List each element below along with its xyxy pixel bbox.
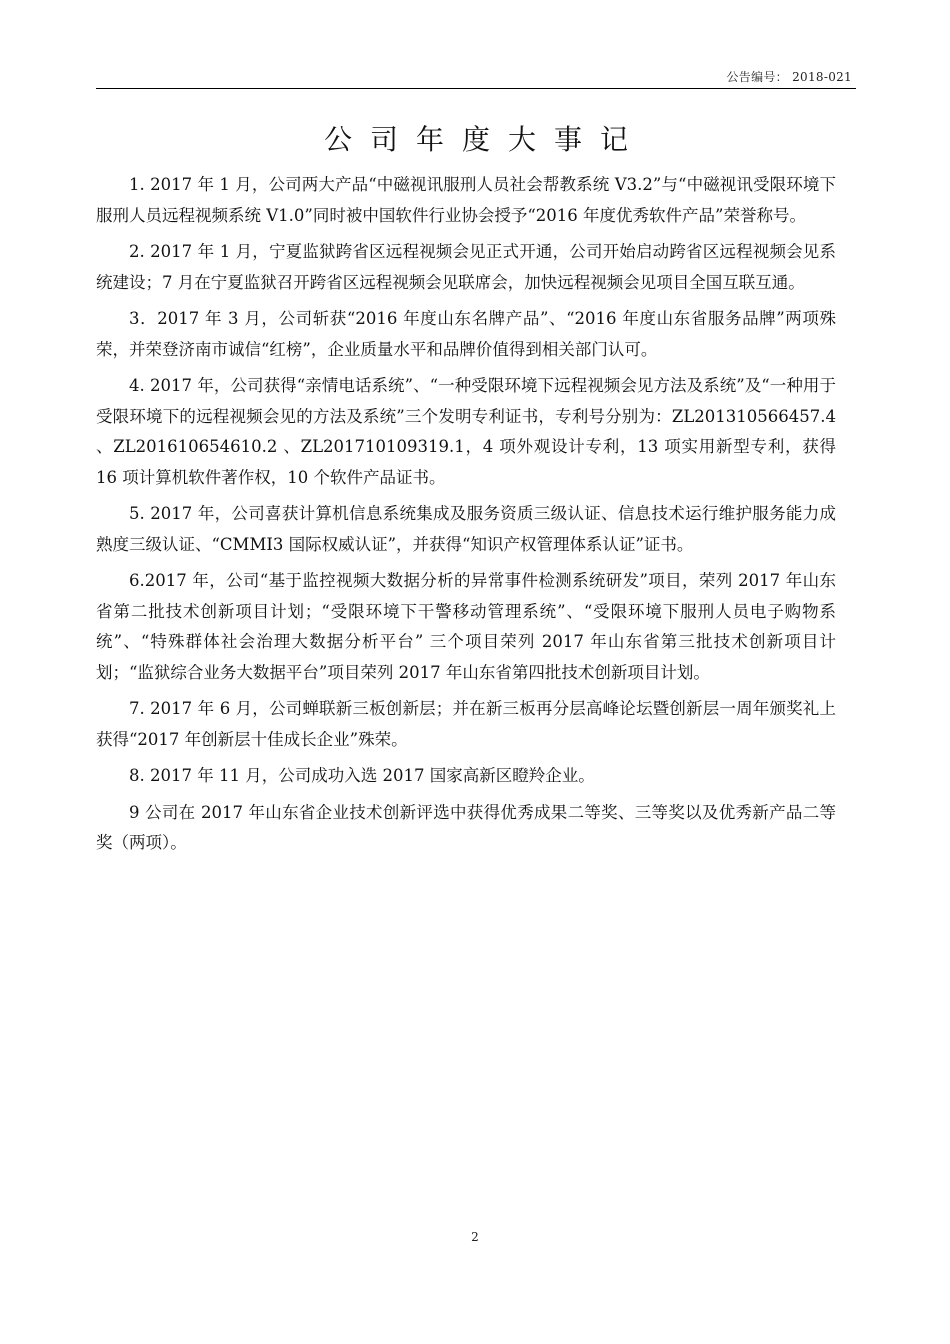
document-body	[96, 170, 836, 865]
page-number: 2	[471, 1230, 479, 1244]
announcement-number: 公告编号： 2018-021	[726, 70, 852, 84]
page-header	[96, 64, 856, 89]
paragraph-5: 5. 2017 年，公司喜获计算机信息系统集成及服务资质三级认证、信息技术运行维护服务能力成熟度三级认证、“CMMI3 国际权威认证”，并获得“知识产权管理体系认证”证书。	[96, 504, 836, 554]
paragraph-6: 6.2017 年，公司“基于监控视频大数据分析的异常事件检测系统研发”项目，荣列 2017 年山东省第二批技术创新项目计划；“受限环境下干警移动管理系统”、“受限环境下服刑人员电子购物系统”、“特殊群体社会治理大数据分析平台” 三个项目荣列 2017 年山东省第三批技术创新项目计划；“监狱综合业务大数据平台”项目荣列 2017 年山东省第四批技术创新项目计划。	[96, 571, 836, 682]
paragraph-8: 8. 2017 年 11 月，公司成功入选 2017 国家高新区瞪羚企业。	[129, 766, 595, 785]
page-title: 公司年度大事记	[323, 123, 646, 156]
paragraph-4: 4. 2017 年，公司获得“亲情电话系统”、“一种受限环境下远程视频会见方法及系统”及“一种用于受限环境下的远程视频会见的方法及系统”三个发明专利证书，专利号分别为：ZL201310566457.4 、ZL201610654610.2 、ZL201710109319.1，4 项外观设计专利，13 项实用新型专利，获得 16 项计算机软件著作权，10 个软件产品证书。	[96, 376, 836, 487]
paragraph-1: 1. 2017 年 1 月，公司两大产品“中磁视讯服刑人员社会帮教系统 V3.2”与“中磁视讯受限环境下服刑人员远程视频系统 V1.0”同时被中国软件行业协会授予“2016 年度优秀软件产品”荣誉称号。	[96, 175, 836, 225]
paragraph-7: 7. 2017 年 6 月，公司蝉联新三板创新层；并在新三板再分层高峰论坛暨创新层一周年颁奖礼上获得“2017 年创新层十佳成长企业”殊荣。	[96, 699, 836, 749]
paragraph-2: 2. 2017 年 1 月，宁夏监狱跨省区远程视频会见正式开通，公司开始启动跨省区远程视频会见系统建设；7 月在宁夏监狱召开跨省区远程视频会见联席会，加快远程视频会见项目全国互联互通。	[96, 242, 836, 292]
paragraph-9: 9 公司在 2017 年山东省企业技术创新评选中获得优秀成果二等奖、三等奖以及优秀新产品二等奖（两项）。	[96, 802, 836, 852]
paragraph-3: 3．2017 年 3 月，公司斩获“2016 年度山东名牌产品”、“2016 年度山东省服务品牌”两项殊荣，并荣登济南市诚信“红榜”，企业质量水平和品牌价值得到相关部门认可。	[96, 309, 836, 359]
